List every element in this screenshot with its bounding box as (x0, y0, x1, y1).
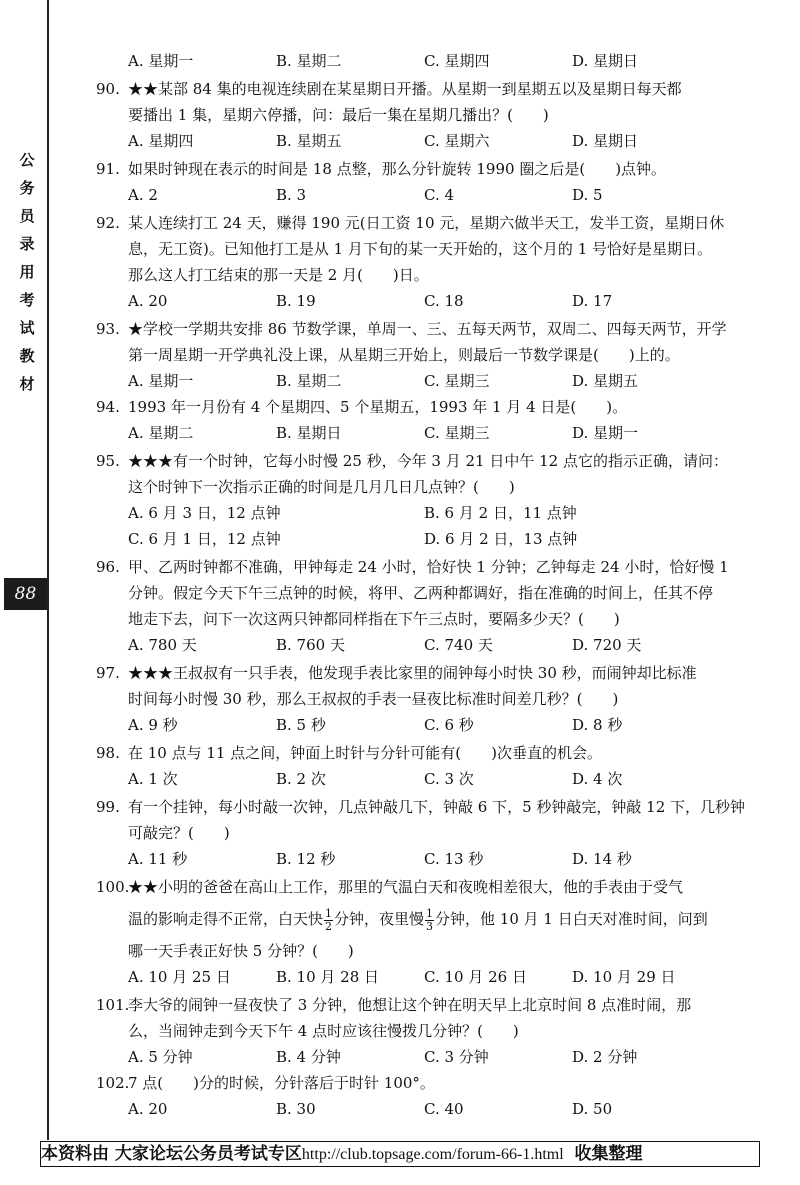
question-99 (96, 794, 796, 820)
question-text: ★学校一学期共安排 86 节数学课，单周一、三、五每天两节，双周二、四每天两节，开学 (128, 320, 727, 338)
question-text-part: 分钟，他 10 月 1 日白天对准时间，问到 (435, 910, 708, 928)
option-d: D. 6 月 2 日，13 点钟 (424, 530, 578, 548)
option-a: A. 星期一 (128, 372, 194, 390)
question-text-cont: 时间每小时慢 30 秒，那么王叔叔的手表一昼夜比标准时间差几秒？( ) (128, 690, 619, 708)
option-b: B. 星期二 (276, 52, 342, 70)
option-d: D. 720 天 (572, 636, 642, 654)
footer-source-text: 本资料由 大家论坛公务员考试专区 (41, 1144, 302, 1164)
option-b: B. 6 月 2 日，11 点钟 (424, 504, 577, 522)
question-number: 93. (96, 320, 120, 338)
question-91 (96, 156, 796, 182)
option-c: C. 星期三 (424, 424, 490, 442)
book-title-char: 教 (19, 347, 35, 365)
options-row-q96 (96, 632, 796, 658)
options-row-q95-1 (96, 500, 796, 526)
option-d: D. 星期日 (572, 52, 639, 70)
question-text: 有一个挂钟，每小时敲一次钟，几点钟敲几下，钟敲 6 下，5 秒钟敲完，钟敲 12 下，几秒钟 (128, 798, 746, 816)
question-text-cont: 分钟。假定今天下午三点钟的时候，将甲、乙两种都调好，指在准确的时间上，任其不停 (128, 584, 714, 602)
option-b: B. 4 分钟 (276, 1048, 341, 1066)
option-c: C. 星期三 (424, 372, 490, 390)
option-b: B. 30 (276, 1100, 316, 1118)
option-b: B. 12 秒 (276, 850, 336, 868)
option-b: B. 5 秒 (276, 716, 326, 734)
question-text-part: 分钟，夜里慢 (334, 910, 425, 928)
option-c: C. 星期四 (424, 52, 490, 70)
question-text-cont: 可敲完？( ) (128, 824, 230, 842)
option-d: D. 8 秒 (572, 716, 623, 734)
option-c: C. 4 (424, 186, 455, 204)
book-title-char: 用 (19, 263, 35, 281)
question-number: 99. (96, 798, 120, 816)
question-text-cont: 么，当闹钟走到今天下午 4 点时应该往慢拨几分钟？( ) (128, 1022, 519, 1040)
question-text: ★★★有一个时钟，它每小时慢 25 秒，今年 3 月 21 日中午 12 点它的指示正确，请问： (128, 452, 728, 470)
question-number: 101. (96, 996, 130, 1014)
option-a: A. 11 秒 (128, 850, 188, 868)
option-d: D. 星期一 (572, 424, 639, 442)
question-text: 甲、乙两时钟都不准确，甲钟每走 24 小时，恰好快 1 分钟；乙钟每走 24 小时，恰好慢 1 (128, 558, 729, 576)
options-row-q93 (96, 368, 796, 394)
question-97 (96, 660, 796, 686)
question-100 (96, 874, 796, 900)
option-b: B. 星期日 (276, 424, 342, 442)
question-98 (96, 740, 796, 766)
question-96 (96, 554, 796, 580)
book-title-char: 务 (19, 179, 35, 197)
option-b: B. 10 月 28 日 (276, 968, 380, 986)
options-row-q102 (96, 1096, 796, 1122)
question-number: 90. (96, 80, 120, 98)
option-c: C. 6 月 1 日，12 点钟 (128, 530, 281, 548)
options-row-q101 (96, 1044, 796, 1070)
question-text: 7 点( )分的时候，分针落后于时针 100°。 (128, 1074, 435, 1092)
option-a: A. 2 (128, 186, 158, 204)
book-title-char: 员 (19, 207, 35, 225)
option-d: D. 星期五 (572, 372, 639, 390)
fraction-one-half: $\frac{1}{2}$ (325, 906, 333, 933)
question-text-cont: 哪一天手表正好快 5 分钟？( ) (128, 942, 354, 960)
question-text: ★★★王叔叔有一只手表，他发现手表比家里的闹钟每小时快 30 秒，而闹钟却比标准 (128, 664, 697, 682)
question-text-cont: 要播出 1 集，星期六停播，问：最后一集在星期几播出？( ) (128, 106, 549, 124)
options-row-q100 (96, 964, 796, 990)
option-a: A. 星期二 (128, 424, 194, 442)
book-title-vertical (14, 148, 40, 396)
question-text-cont: 那么这人打工结束的那一天是 2 月( )日。 (128, 266, 429, 284)
option-c: C. 10 月 26 日 (424, 968, 527, 986)
question-text: ★★小明的爸爸在高山上工作，那里的气温白天和夜晚相差很大，他的手表由于受气 (128, 878, 684, 896)
options-row-q98 (96, 766, 796, 792)
question-number: 91. (96, 160, 120, 178)
question-number: 95. (96, 452, 120, 470)
option-a: A. 5 分钟 (128, 1048, 193, 1066)
question-text-cont: 第一周星期一开学典礼没上课，从星期三开始上，则最后一节数学课是( )上的。 (128, 346, 680, 364)
footer-collected-text: 收集整理 (574, 1144, 643, 1164)
option-a: A. 6 月 3 日，12 点钟 (128, 504, 281, 522)
fraction-one-third: $\frac{1}{3}$ (426, 906, 434, 933)
option-d: D. 星期日 (572, 132, 639, 150)
footer-url-link[interactable]: http://club.topsage.com/forum-66-1.html (301, 1146, 564, 1163)
option-c: C. 40 (424, 1100, 464, 1118)
question-number: 94. (96, 398, 120, 416)
option-d: D. 17 (572, 292, 613, 310)
question-102 (96, 1070, 796, 1096)
option-a: A. 1 次 (128, 770, 178, 788)
option-a: A. 9 秒 (128, 716, 178, 734)
book-title-char: 试 (19, 319, 35, 337)
question-text: 李大爷的闹钟一昼夜快了 3 分钟，他想让这个钟在明天早上北京时间 8 点准时闹，那 (128, 996, 692, 1014)
question-text-cont (96, 900, 796, 938)
question-93 (96, 316, 796, 342)
option-c: C. 13 秒 (424, 850, 484, 868)
page-number-tab: 88 (4, 578, 47, 610)
options-row-q92 (96, 288, 796, 314)
option-b: B. 2 次 (276, 770, 326, 788)
question-text: 如果时钟现在表示的时间是 18 点整，那么分针旋转 1990 圈之后是( )点钟。 (128, 160, 667, 178)
option-c: C. 18 (424, 292, 464, 310)
book-title-char: 考 (19, 291, 35, 309)
option-c: C. 3 次 (424, 770, 474, 788)
question-number: 100. (96, 878, 130, 896)
question-number: 102. (96, 1074, 130, 1092)
question-number: 97. (96, 664, 120, 682)
question-94 (96, 394, 796, 420)
option-c: C. 740 天 (424, 636, 493, 654)
option-d: D. 14 秒 (572, 850, 632, 868)
options-row-q90 (96, 128, 796, 154)
options-row-q91 (96, 182, 796, 208)
question-92 (96, 210, 796, 236)
question-90 (96, 76, 796, 102)
option-b: B. 3 (276, 186, 307, 204)
option-d: D. 5 (572, 186, 603, 204)
book-title-char: 公 (19, 151, 35, 169)
question-text-cont: 息，无工资)。已知他打工是从 1 月下旬的某一天开始的，这个月的 1 号恰好是星期日。 (128, 240, 713, 258)
margin-rule (47, 0, 49, 1140)
option-a: A. 20 (128, 1100, 168, 1118)
option-c: C. 3 分钟 (424, 1048, 489, 1066)
option-a: A. 星期一 (128, 52, 194, 70)
option-d: D. 4 次 (572, 770, 623, 788)
option-a: A. 20 (128, 292, 168, 310)
question-text-cont: 这个时钟下一次指示正确的时间是几月几日几点钟？( ) (128, 478, 515, 496)
question-number: 92. (96, 214, 120, 232)
option-d: D. 50 (572, 1100, 613, 1118)
option-b: B. 星期五 (276, 132, 342, 150)
question-101 (96, 992, 796, 1018)
option-a: A. 10 月 25 日 (128, 968, 231, 986)
question-text: 某人连续打工 24 天，赚得 190 元(日工资 10 元，星期六做半天工，发半工资，星期日休 (128, 214, 725, 232)
question-text-cont: 地走下去，问下一次这两只钟都同样指在下午三点时，要隔多少天？( ) (128, 610, 620, 628)
option-a: A. 780 天 (128, 636, 197, 654)
book-title-char: 材 (19, 375, 35, 393)
question-list (96, 48, 796, 1122)
option-c: C. 6 秒 (424, 716, 474, 734)
option-d: D. 10 月 29 日 (572, 968, 676, 986)
source-footer-banner (40, 1141, 760, 1167)
option-c: C. 星期六 (424, 132, 490, 150)
question-text: ★★某部 84 集的电视连续剧在某星期日开播。从星期一到星期五以及星期日每天都 (128, 80, 682, 98)
option-b: B. 星期二 (276, 372, 342, 390)
question-95 (96, 448, 796, 474)
question-number: 98. (96, 744, 120, 762)
option-d: D. 2 分钟 (572, 1048, 638, 1066)
options-row-q97 (96, 712, 796, 738)
book-title-char: 录 (19, 235, 35, 253)
question-text: 在 10 点与 11 点之间，钟面上时针与分针可能有( )次垂直的机会。 (128, 744, 602, 762)
question-number: 96. (96, 558, 120, 576)
options-row-q95-2 (96, 526, 796, 552)
options-row-q94 (96, 420, 796, 446)
option-a: A. 星期四 (128, 132, 194, 150)
option-b: B. 760 天 (276, 636, 345, 654)
option-b: B. 19 (276, 292, 316, 310)
options-row-q99 (96, 846, 796, 872)
options-row-q89 (96, 48, 796, 74)
question-text: 1993 年一月份有 4 个星期四、5 个星期五，1993 年 1 月 4 日是( )。 (128, 398, 628, 416)
question-text-part: 温的影响走得不正常，白天快 (128, 910, 324, 928)
